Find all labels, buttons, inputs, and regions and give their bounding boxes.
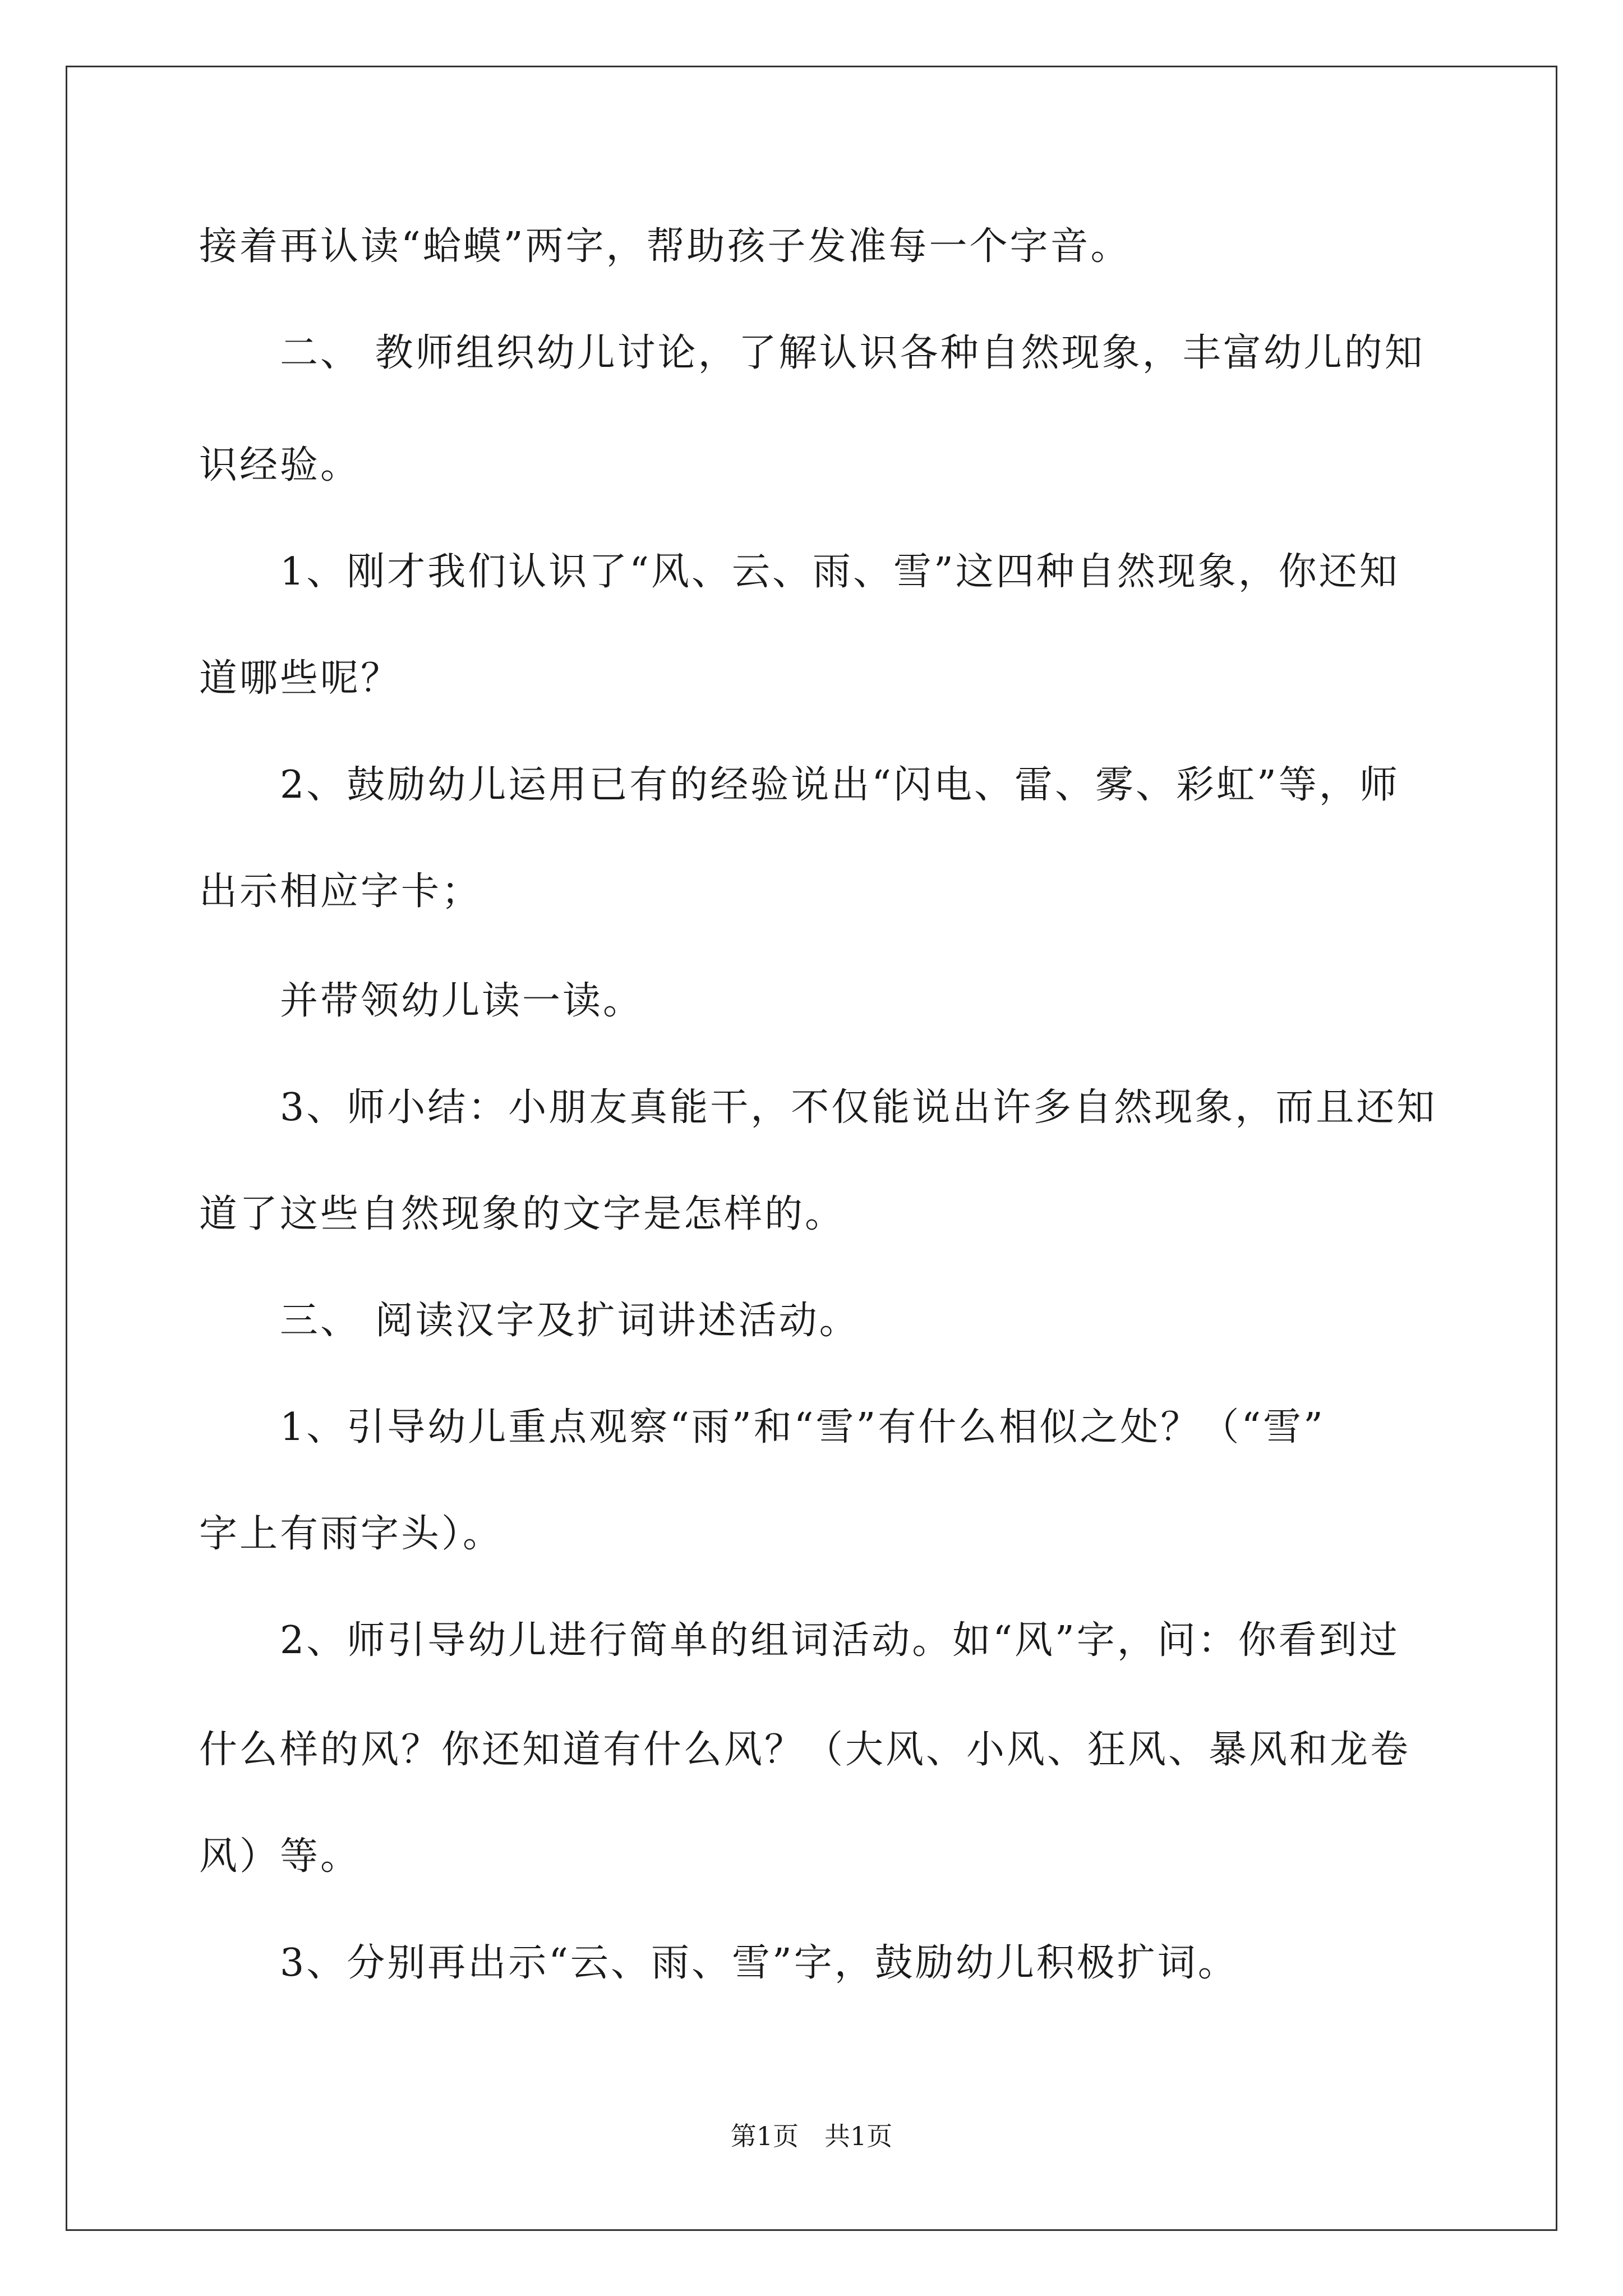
page-frame (66, 66, 1557, 2231)
text-line: 风）等。 (199, 1834, 361, 1879)
text-line: 二、 教师组织幼儿讨论，了解认识各种自然现象，丰富幼儿的知 (199, 331, 1425, 375)
text-line: 1、引导幼儿重点观察“雨”和“雪”有什么相似之处？（“雪” (199, 1405, 1325, 1450)
text-line: 1、刚才我们认识了“风、云、雨、雪”这四种自然现象，你还知 (199, 550, 1400, 594)
text-line: 字上有雨字头）。 (199, 1512, 504, 1556)
text-line: 道哪些呢？ (199, 656, 402, 701)
text-line: 2、鼓励幼儿运用已有的经验说出“闪电、雷、雾、彩虹”等，师 (199, 763, 1400, 807)
text-line: 出示相应字卡； (199, 869, 482, 914)
text-line: 三、 阅读汉字及扩词讲述活动。 (199, 1299, 860, 1343)
text-line: 什么样的风？你还知道有什么风？（大风、小风、狂风、暴风和龙卷 (199, 1728, 1411, 1772)
text-line: 3、分别再出示“云、雨、雪”字，鼓励幼儿积极扩词。 (199, 1941, 1238, 1985)
text-line: 道了这些自然现象的文字是怎样的。 (199, 1192, 846, 1236)
text-line: 3、师小结：小朋友真能干，不仅能说出许多自然现象，而且还知 (199, 1085, 1437, 1130)
text-line: 识经验。 (199, 443, 361, 487)
text-line: 2、师引导幼儿进行简单的组词活动。如“风”字，问：你看到过 (199, 1618, 1400, 1663)
text-line: 接着再认读“蛤蟆”两字，帮助孩子发准每一个字音。 (199, 224, 1131, 269)
page-footer: 第1页 共1页 (730, 2121, 893, 2151)
text-line: 并带领幼儿读一读。 (199, 979, 644, 1023)
